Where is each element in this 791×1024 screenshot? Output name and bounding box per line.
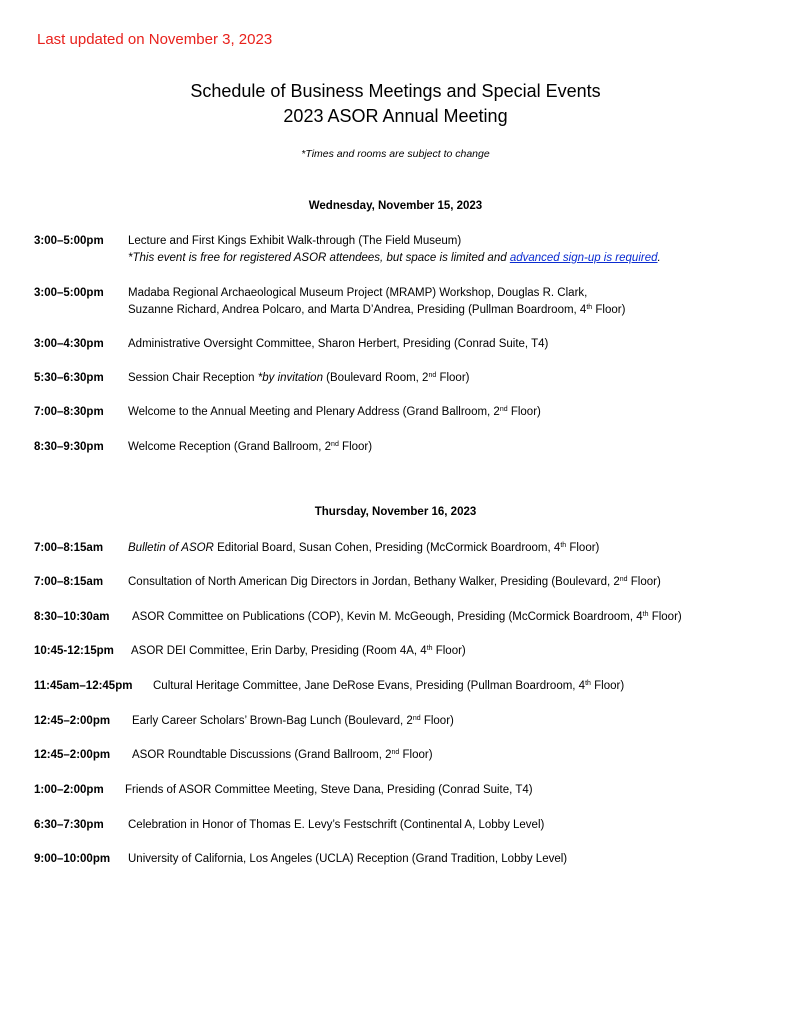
ordinal: nd (619, 576, 628, 583)
event-time: 6:30–7:30pm (34, 819, 104, 831)
event-description (128, 439, 372, 456)
ordinal: nd (499, 406, 508, 413)
desc-end: Floor) (432, 645, 466, 657)
desc-text: Welcome Reception (Grand Ballroom, 2 (128, 441, 332, 453)
desc-text: Editorial Board, Susan Cohen, Presiding (McCormick Boardroom, 4 (213, 542, 561, 554)
event-row (34, 233, 661, 264)
ordinal: nd (391, 749, 400, 756)
event-time: 7:00–8:30pm (34, 406, 104, 418)
desc-end: Floor) (648, 611, 682, 623)
desc-text: ASOR Committee on Publications (COP), Kevin M. McGeough, Presiding (McCormick Boardroom, 4 (132, 611, 643, 623)
desc-end: Floor) (590, 680, 625, 692)
event-time: 8:30–9:30pm (34, 441, 104, 453)
event-row (34, 285, 626, 316)
change-note: *Times and rooms are subject to change (301, 148, 490, 160)
desc-text: Welcome to the Annual Meeting and Plenary Address (Grand Ballroom, 2 (128, 406, 500, 418)
event-row (34, 747, 433, 764)
event-description (132, 713, 454, 730)
event-description: Celebration in Honor of Thomas E. Levy’s Festschrift (Continental A, Lobby Level) (128, 819, 545, 831)
day-heading-thursday: Thursday, November 16, 2023 (314, 506, 477, 518)
event-time: 12:45–2:00pm (34, 749, 111, 761)
desc-text: Session Chair Reception (128, 372, 258, 384)
event-row (34, 643, 466, 660)
desc-end: Floor) (420, 715, 454, 727)
event-time: 3:00–4:30pm (34, 338, 104, 350)
ordinal: th (642, 611, 649, 618)
ordinal: th (585, 680, 591, 687)
desc-end: Floor) (566, 542, 600, 554)
event-time: 12:45–2:00pm (34, 715, 111, 727)
desc-text: ASOR Roundtable Discussions (Grand Ballroom, 2 (132, 749, 392, 761)
event-note-text: *This event is free for registered ASOR attendees, but space is limited and (128, 252, 510, 264)
desc-text-2: (Boulevard Room, 2 (322, 372, 429, 384)
event-row (34, 678, 624, 695)
event-time: 9:00–10:00pm (34, 853, 111, 865)
event-time: 3:00–5:00pm (34, 235, 104, 247)
desc-text: Consultation of North American Dig Directors in Jordan, Bethany Walker, Presiding (Boulevard, 2 (128, 576, 620, 588)
event-description (128, 404, 541, 421)
day-heading-wednesday: Wednesday, November 15, 2023 (308, 200, 483, 212)
event-description: Lecture and First Kings Exhibit Walk-through (The Field Museum) (128, 235, 462, 247)
desc-text: ASOR DEI Committee, Erin Darby, Presiding (Room 4A, 4 (131, 645, 427, 657)
desc-end: Floor) (399, 749, 433, 761)
desc-text: Cultural Heritage Committee, Jane DeRose Evans, Presiding (Pullman Boardroom, 4 (153, 680, 586, 692)
event-description-line2 (128, 302, 625, 319)
event-description (153, 678, 624, 695)
ordinal: th (426, 645, 433, 652)
event-row (34, 609, 682, 626)
ordinal: nd (412, 715, 421, 722)
event-time: 7:00–8:15am (34, 542, 104, 554)
event-note-end: . (657, 252, 661, 264)
ordinal: nd (428, 372, 437, 379)
event-row (34, 439, 372, 456)
event-description (132, 609, 682, 626)
ordinal: nd (331, 441, 339, 448)
event-description (128, 540, 599, 557)
event-description: Administrative Oversight Committee, Sharon Herbert, Presiding (Conrad Suite, T4) (128, 338, 549, 350)
last-updated: Last updated on November 3, 2023 (37, 31, 273, 48)
event-time: 10:45-12:15pm (34, 645, 114, 657)
desc-end: Floor) (507, 406, 541, 418)
event-row (34, 782, 533, 799)
desc-end: Floor) (338, 441, 373, 453)
desc-italic: Bulletin of ASOR (128, 542, 214, 554)
event-description (132, 747, 433, 764)
event-row (34, 404, 541, 421)
event-row (34, 817, 544, 834)
event-description (128, 574, 661, 591)
line2-text: Suzanne Richard, Andrea Polcaro, and Marta D’Andrea, Presiding (Pullman Boardroom, 4 (128, 304, 587, 316)
event-row (34, 574, 661, 591)
event-row (34, 713, 454, 730)
desc-end: Floor) (627, 576, 661, 588)
ordinal: th (560, 542, 567, 549)
event-row (34, 540, 599, 557)
page-title: Schedule of Business Meetings and Special Events (190, 81, 601, 101)
event-time: 1:00–2:00pm (34, 784, 104, 796)
event-description: Madaba Regional Archaeological Museum Project (MRAMP) Workshop, Douglas R. Clark, (128, 287, 588, 299)
event-time: 8:30–10:30am (34, 611, 110, 623)
event-time: 5:30–6:30pm (34, 372, 104, 384)
event-time: 11:45am–12:45pm (34, 680, 133, 692)
event-time: 3:00–5:00pm (34, 287, 104, 299)
signup-link[interactable]: advanced sign-up is required (509, 252, 658, 264)
event-time: 7:00–8:15am (34, 576, 104, 588)
desc-text: Early Career Scholars’ Brown-Bag Lunch (Boulevard, 2 (132, 715, 413, 727)
event-row (34, 851, 567, 868)
event-row (34, 370, 469, 387)
page-subtitle: 2023 ASOR Annual Meeting (283, 106, 508, 126)
event-row (34, 336, 548, 353)
event-description: Friends of ASOR Committee Meeting, Steve Dana, Presiding (Conrad Suite, T4) (125, 784, 533, 796)
event-description (131, 643, 466, 660)
desc-end: Floor) (436, 372, 470, 384)
ordinal: th (586, 304, 593, 311)
event-note (128, 250, 661, 267)
event-description (128, 370, 469, 387)
line2-end: Floor) (592, 304, 626, 316)
desc-italic: *by invitation (257, 372, 323, 384)
event-description: University of California, Los Angeles (UCLA) Reception (Grand Tradition, Lobby Level) (128, 853, 568, 865)
